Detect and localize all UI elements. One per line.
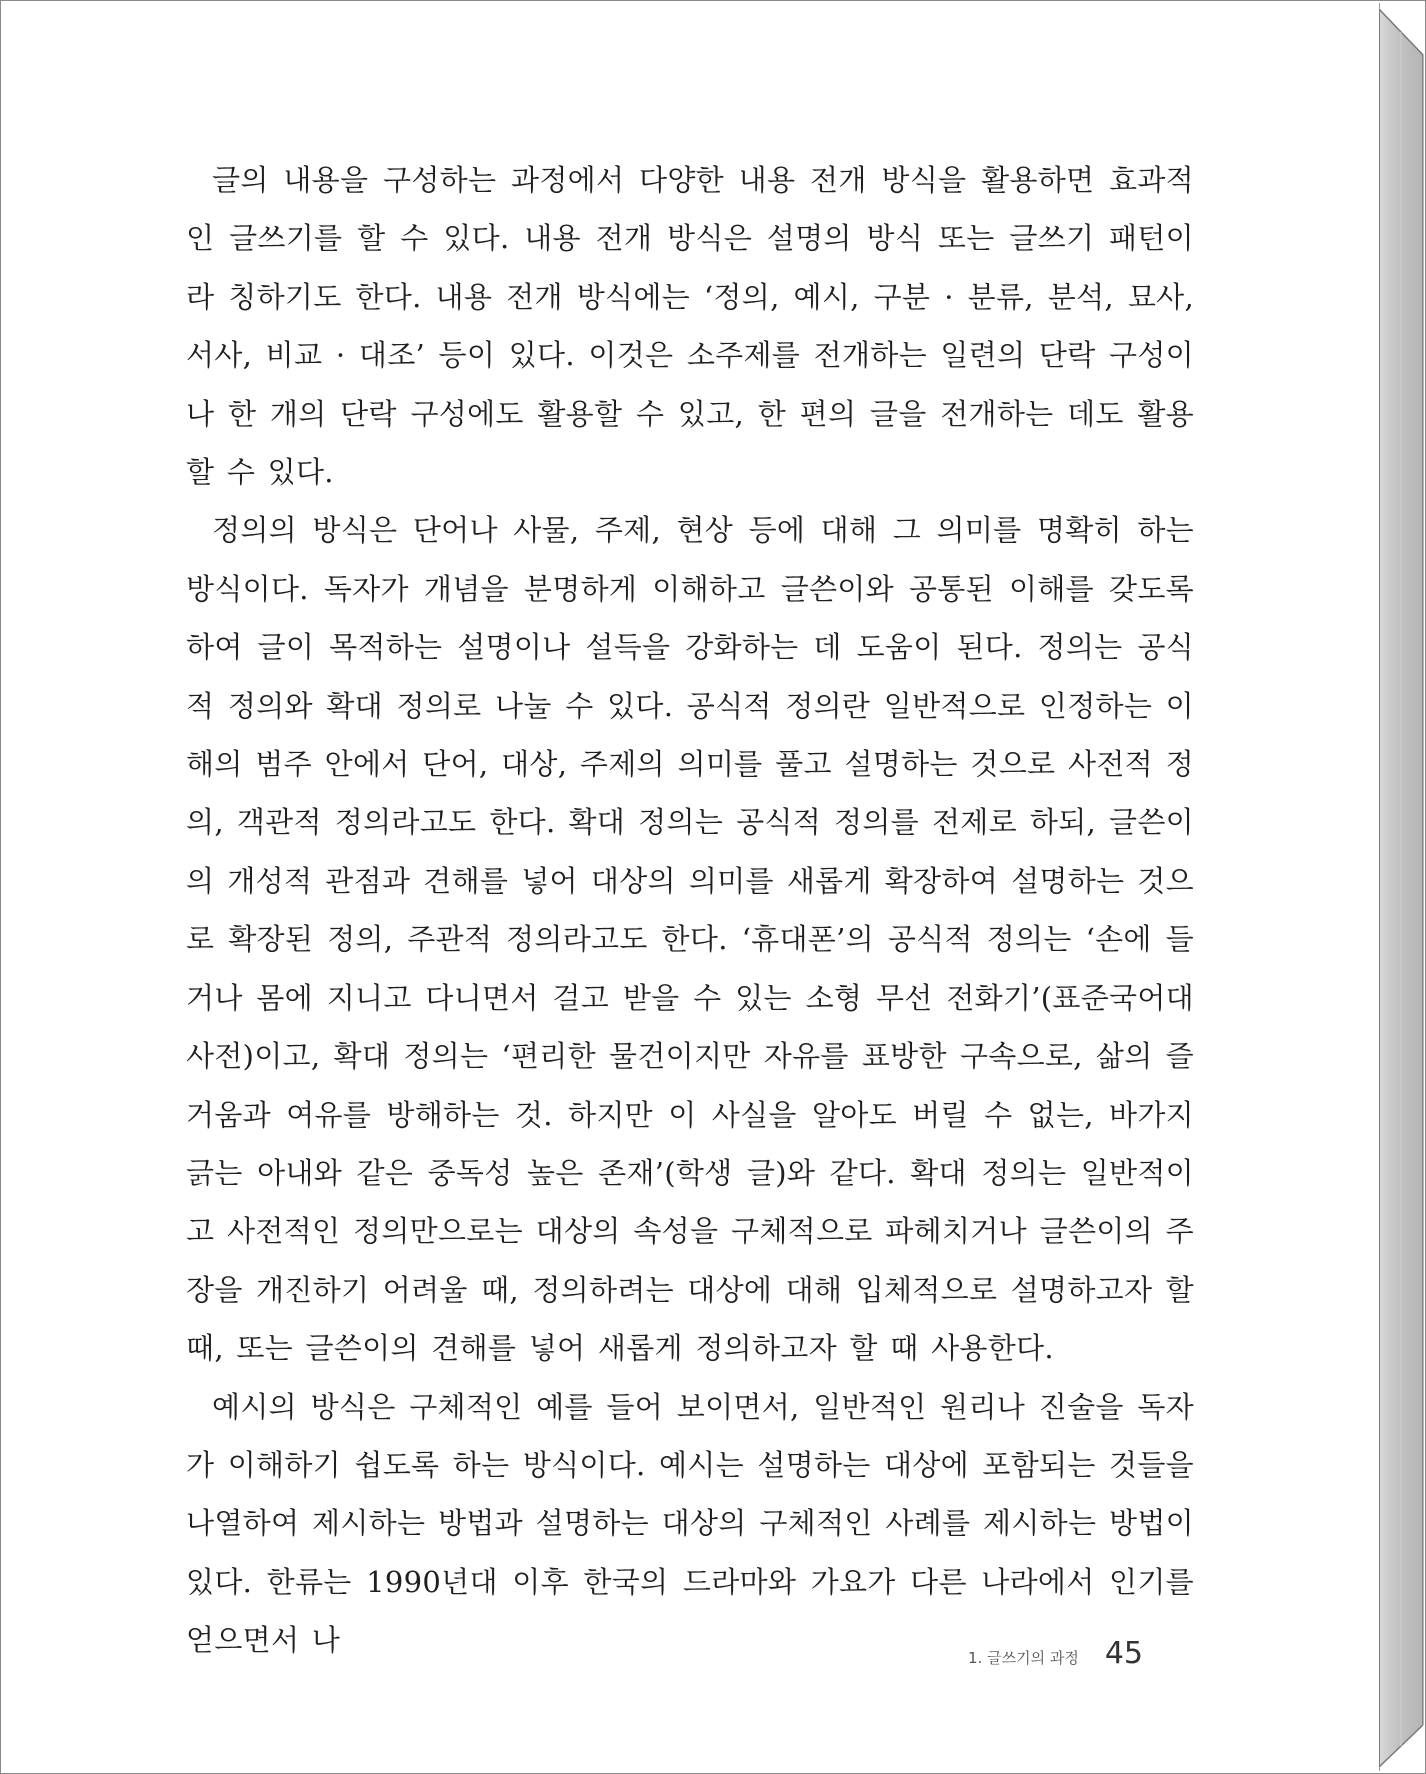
paragraph-2: 정의의 방식은 단어나 사물, 주제, 현상 등에 대해 그 의미를 명확히 하는 방식이다. 독자가 개념을 분명하게 이해하고 글쓴이와 공통된 이해를 갖도록 하여 글이 목적하는 설명이나 설득을 강화하는 데 도움이 된다. 정의는 공식적 정의와 확대 정의로 나눌 수 있다. 공식적 정의란 일반적으로 인정하는 이해의 범주 안에서 단어, 대상, 주제의 의미를 풀고 설명하는 것으로 사전적 정의, 객관적 정의라고도 한다. 확대 정의는 공식적 정의를 전제로 하되, 글쓴이의 개성적 관점과 견해를 넣어 대상의 의미를 새롭게 확장하여 설명하는 것으로 확장된 정의, 주관적 정의라고도 한다. ‘휴대폰’의 공식적 정의는 ‘손에 들거나 몸에 지니고 다니면서 걸고 받을 수 있는 소형 무선 전화기’(표준국어대사전)이고, 확대 정의는 ‘편리한 물건이지만 자유를 표방한 구속으로, 삶의 즐거움과 여유를 방해하는 것. 하지만 이 사실을 알아도 버릴 수 없는, 바가지 긁는 아내와 같은 중독성 높은 존재’(학생 글)와 같다. 확대 정의는 일반적이고 사전적인 정의만으로는 대상의 속성을 구체적으로 파헤치거나 글쓴이의 주장을 개진하기 어려울 때, 정의하려는 대상에 대해 입체적으로 설명하고자 할 때, 또는 글쓴이의 견해를 넣어 새롭게 정의하고자 할 때 사용한다. [186,513,1194,1366]
chapter-title: 1. 글쓰기의 과정 [968,1649,1079,1667]
body-text [186,151,1194,1670]
book-page [3,3,1380,1771]
paragraph-1: 글의 내용을 구성하는 과정에서 다양한 내용 전개 방식을 활용하면 효과적인 글쓰기를 할 수 있다. 내용 전개 방식은 설명의 방식 또는 글쓰기 패턴이라 칭하기도 한다. 내용 전개 방식에는 ‘정의, 예시, 구분 · 분류, 분석, 묘사, 서사, 비교 · 대조’ 등이 있다. 이것은 소주제를 전개하는 일련의 단락 구성이나 한 개의 단락 구성에도 활용할 수 있고, 한 편의 글을 전개하는 데도 활용할 수 있다. [186,163,1194,490]
paragraph-3: 예시의 방식은 구체적인 예를 들어 보이면서, 일반적인 원리나 진술을 독자가 이해하기 쉽도록 하는 방식이다. 예시는 설명하는 대상에 포함되는 것들을 나열하여 제시하는 방법과 설명하는 대상의 구체적인 사례를 제시하는 방법이 있다. 한류는 1990년대 이후 한국의 드라마와 가요가 다른 나라에서 인기를 얻으면서 나 [186,1389,1194,1658]
page-number: 45 [1104,1636,1143,1671]
page-footer [968,1636,1143,1671]
page-stack-edge [1379,9,1424,1767]
